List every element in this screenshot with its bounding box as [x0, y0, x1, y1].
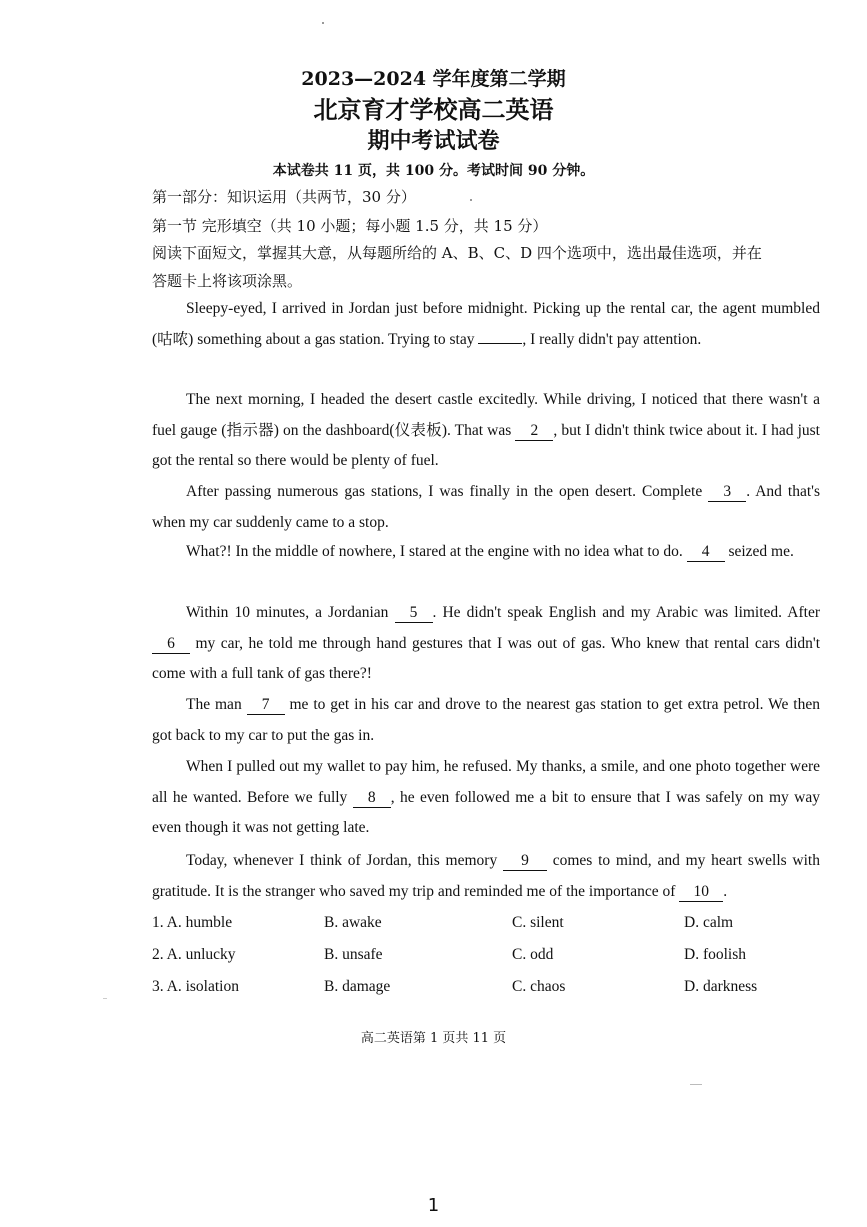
scan-speck: [690, 1084, 702, 1085]
option-1-d: D. calm: [684, 914, 734, 931]
passage-paragraph-3: After passing numerous gas stations, I was finally in the open desert. Complete 3 . And that's when my car suddenly came to a stop.: [152, 483, 820, 531]
option-2-b: B. unsafe: [324, 946, 383, 963]
exam-name-title: 期中考试试卷: [367, 128, 500, 154]
option-row-2: [152, 946, 832, 978]
page-footer: 高二英语第 1 页共 11 页: [360, 1031, 507, 1046]
passage-paragraph-6: The man 7 me to get in his car and drove to the nearest gas station to get extra petrol. We then got back to my car to put the gas in.: [152, 696, 820, 744]
option-3-d: D. darkness: [684, 978, 758, 995]
option-2-d: D. foolish: [684, 946, 746, 963]
blank-8: 8: [353, 789, 391, 808]
option-3-a: 3. A. isolation: [152, 978, 239, 995]
exam-year-title: 2023—2024 学年度第二学期: [301, 68, 566, 90]
blank-2: 2: [515, 422, 553, 441]
blank-6: 6: [152, 635, 190, 654]
blank-3: 3: [708, 483, 746, 502]
exam-school-title: 北京育才学校高二英语: [313, 95, 554, 124]
scan-speck: [470, 199, 472, 201]
blank-1: [478, 343, 522, 344]
blank-10: 10: [679, 883, 723, 902]
blank-4: 4: [687, 543, 725, 562]
part-title: 第一部分：知识运用（共两节，30 分）: [152, 188, 416, 206]
passage-paragraph-8: Today, whenever I think of Jordan, this memory 9 comes to mind, and my heart swells with gratitude. It is the stranger who saved my trip and reminded me of the importance of 10 .: [152, 852, 820, 900]
option-1-b: B. awake: [324, 914, 382, 931]
instruction-line-2: 答题卡上将该项涂黑。: [152, 272, 303, 290]
option-1-c: C. silent: [512, 914, 564, 931]
passage-paragraph-4: What?! In the middle of nowhere, I stared at the engine with no idea what to do. 4 seized me.: [186, 543, 794, 560]
passage-paragraph-5: Within 10 minutes, a Jordanian 5 . He didn't speak English and my Arabic was limited. After 6 my car, he told me through hand gestures that I was out of gas. Who knew that rental cars didn't come with a full tank of gas there?!: [152, 604, 820, 682]
scan-speck: [322, 22, 324, 24]
scan-speck: [103, 998, 107, 999]
option-1-a: 1. A. humble: [152, 914, 233, 931]
option-3-c: C. chaos: [512, 978, 566, 995]
blank-9: 9: [503, 852, 547, 871]
options-list: [152, 914, 832, 1010]
exam-info-line: 本试卷共 11 页，共 100 分。考试时间 90 分钟。: [272, 163, 595, 179]
option-row-3: [152, 978, 832, 1010]
blank-7: 7: [247, 696, 285, 715]
passage-paragraph-1: Sleepy-eyed, I arrived in Jordan just before midnight. Picking up the rental car, the agent mumbled (咕哝) something about a gas station. Trying to stay , I really didn't pay attention.: [152, 300, 820, 348]
option-3-b: B. damage: [324, 978, 391, 995]
passage-paragraph-2: The next morning, I headed the desert castle excitedly. While driving, I noticed that there wasn't a fuel gauge (指示器) on the dashboard(仪表板). That was 2 , but I didn't think twice about it. I had just got the rental so there would be plenty of fuel.: [152, 391, 820, 469]
subsection-title: 第一节 完形填空（共 10 小题；每小题 1.5 分，共 15 分）: [152, 217, 548, 235]
page-number: 1: [427, 1195, 440, 1216]
instruction-line-1: 阅读下面短文，掌握其大意，从每题所给的 A、B、C、D 四个选项中，选出最佳选项，并在: [152, 244, 762, 262]
blank-5: 5: [395, 604, 433, 623]
option-row-1: [152, 914, 832, 946]
option-2-a: 2. A. unlucky: [152, 946, 236, 963]
option-2-c: C. odd: [512, 946, 554, 963]
passage-paragraph-7: When I pulled out my wallet to pay him, he refused. My thanks, a smile, and one photo together were all he wanted. Before we fully 8 , he even followed me a bit to ensure that I was safely on my way even though it was not getting late.: [152, 758, 820, 836]
